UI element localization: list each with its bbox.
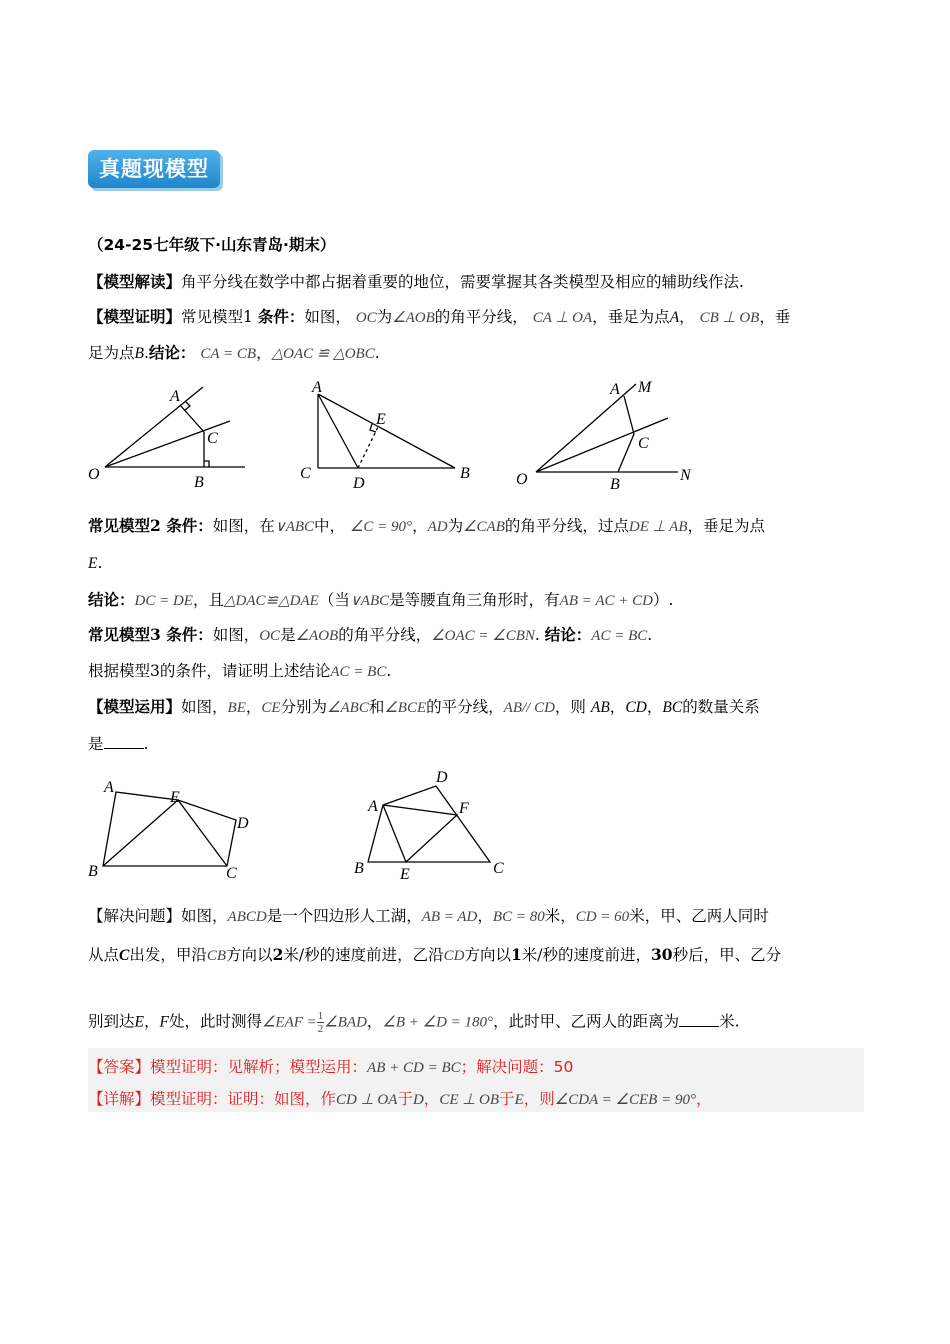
var: E xyxy=(134,1013,144,1031)
text: ， xyxy=(143,1012,160,1031)
problem-line3 xyxy=(88,1010,868,1035)
math: ∠C = 90° xyxy=(349,519,413,535)
text: 常见模型1 xyxy=(181,308,258,326)
problem-tag: 【解决问题】 xyxy=(88,907,182,925)
text: 处，此时测得 xyxy=(168,1012,262,1031)
math: BE xyxy=(227,700,246,716)
math: AB// CD xyxy=(503,700,555,716)
label-d: D xyxy=(436,769,448,786)
problem-line1 xyxy=(88,905,868,928)
distance-blank[interactable] xyxy=(679,1012,719,1027)
answer-tag: 【答案】 xyxy=(88,1058,151,1076)
text: 是一个四边形人工湖， xyxy=(266,907,422,925)
text: 足为点 xyxy=(88,344,135,362)
text: . xyxy=(143,735,149,753)
text: ， xyxy=(646,698,663,716)
quad-abcd xyxy=(368,786,490,862)
text: 如图，在 xyxy=(212,517,275,535)
label-o: O xyxy=(516,471,528,488)
label-c: C xyxy=(300,465,311,482)
math: AB = AC + CD xyxy=(559,593,653,609)
label-a: A xyxy=(170,388,180,405)
text: ，垂足为点 xyxy=(592,308,670,326)
math: ∠AOB xyxy=(295,628,339,644)
math: ∠CAB xyxy=(463,519,505,535)
label-e: E xyxy=(376,411,386,428)
math: AD xyxy=(427,519,448,535)
math: AB = AD xyxy=(421,909,478,925)
math: AC = BC xyxy=(591,628,648,644)
text: 的数量关系 xyxy=(682,698,760,716)
label-e: E xyxy=(170,789,180,806)
text: ， xyxy=(477,907,493,925)
math: CE xyxy=(261,700,281,716)
source-line: （24-25七年级下·山东青岛·期末） xyxy=(88,236,336,254)
math: CA = CB xyxy=(200,346,257,362)
right-angle-b xyxy=(204,461,209,467)
text: 秒后，甲、乙分 xyxy=(672,946,782,964)
math: OC xyxy=(259,628,281,644)
text: ，且 xyxy=(192,591,224,609)
seg-ac xyxy=(180,405,204,432)
math: ∠OAC = ∠CBN xyxy=(431,628,535,644)
math: DC = DE xyxy=(134,593,193,609)
problem-line2 xyxy=(88,944,868,967)
math: ∠EAF = xyxy=(261,1014,317,1031)
text: . xyxy=(534,626,545,644)
text: 方向以 xyxy=(464,946,511,964)
text: 如图， xyxy=(304,308,351,326)
detail-line xyxy=(88,1088,868,1111)
math: ∨ABC xyxy=(349,593,390,609)
model-application-line1 xyxy=(88,696,868,719)
text: 条件： xyxy=(166,516,213,535)
text: 米. xyxy=(719,1012,740,1031)
math: ∠ABC xyxy=(327,700,369,716)
ray-om xyxy=(536,384,636,472)
label-a: A xyxy=(104,779,114,796)
text: 根据模型3的条件，请证明上述结论 xyxy=(88,662,331,680)
math: CD = 60 xyxy=(575,909,630,925)
seg-cb xyxy=(618,434,634,472)
label-e: E xyxy=(400,866,410,883)
math: ∠BCE xyxy=(384,700,427,716)
label-c: C xyxy=(638,435,649,452)
label-a: A xyxy=(368,798,378,815)
text: ，则 xyxy=(523,1090,555,1108)
text: ）. xyxy=(652,591,674,609)
math: △DAC≌△DAE xyxy=(224,593,319,609)
text: ， xyxy=(423,1090,440,1108)
text: ， xyxy=(245,698,262,716)
label-c: C xyxy=(493,860,504,877)
text: ，垂 xyxy=(759,308,791,326)
text: ， xyxy=(679,308,695,326)
text: 如图， xyxy=(181,907,228,925)
label-b: B xyxy=(354,860,364,877)
var: D xyxy=(412,1092,424,1108)
math: BC = 80 xyxy=(492,909,545,925)
model3-condition xyxy=(88,624,868,647)
text: 米， xyxy=(544,907,576,925)
number: 30 xyxy=(650,945,673,964)
text: 常见模型2 xyxy=(88,516,167,535)
label-o: O xyxy=(88,466,100,483)
text: ，此时甲、乙两人的距离为 xyxy=(493,1012,680,1031)
label-b: B xyxy=(194,474,204,491)
number: 50 xyxy=(553,1058,574,1076)
var: AB xyxy=(590,699,610,716)
text: 的角平分线， xyxy=(338,626,432,644)
label-b: B xyxy=(610,476,620,493)
text: ， xyxy=(695,1090,712,1108)
text: 结论： xyxy=(88,590,135,609)
text: 是等腰直角三角形时，有 xyxy=(389,591,560,609)
seg-ac xyxy=(624,396,634,434)
text: . xyxy=(386,662,392,680)
text: ；解决问题： xyxy=(460,1058,554,1076)
text: 条件： xyxy=(257,307,305,326)
text: ，则 xyxy=(554,698,586,716)
figure-application xyxy=(82,772,262,887)
math: ∠AOB xyxy=(392,310,435,326)
text: 结论： xyxy=(544,625,592,644)
detail-tag: 【详解】 xyxy=(88,1090,151,1108)
intro-tag: 【模型解读】 xyxy=(88,272,182,291)
math: ∠B + ∠D = 180° xyxy=(382,1014,494,1031)
text: 于 xyxy=(397,1090,413,1108)
text: 的平分线， xyxy=(426,698,504,716)
text: ，垂足为点 xyxy=(687,517,766,535)
application-tag: 【模型运用】 xyxy=(88,697,182,716)
math: CB xyxy=(206,948,227,964)
text: 是 xyxy=(280,626,296,644)
math: ∠BAD xyxy=(324,1014,367,1031)
label-c: C xyxy=(207,430,218,447)
math: OC xyxy=(355,310,377,326)
fraction-numerator: 1 xyxy=(317,1010,324,1022)
figure-model2 xyxy=(290,378,490,498)
text: 是 xyxy=(88,735,104,753)
fraction-denominator: 2 xyxy=(317,1023,324,1035)
math: AC = BC xyxy=(330,664,387,680)
model2-condition-line2 xyxy=(88,552,868,575)
text: 如图， xyxy=(212,626,260,644)
var: B xyxy=(134,345,144,362)
text: . xyxy=(97,554,103,572)
text: 米，甲、乙两人同时 xyxy=(629,907,769,925)
text: 模型证明：见解析；模型运用： xyxy=(150,1058,368,1076)
text: . xyxy=(647,626,653,644)
var: BC xyxy=(662,699,683,716)
text: . xyxy=(143,344,149,362)
text: 出发，甲沿 xyxy=(129,946,207,964)
model2-conclusion xyxy=(88,589,868,612)
text: 方向以 xyxy=(226,946,273,964)
var: F xyxy=(159,1013,169,1031)
var: E xyxy=(88,555,98,572)
math: △OAC ≌ △OBC xyxy=(271,346,375,362)
math: CE ⊥ OB xyxy=(439,1092,500,1108)
text: 结论： xyxy=(148,343,196,362)
model2-condition-line1 xyxy=(88,515,868,538)
model-proof-line2 xyxy=(88,342,868,365)
label-b: B xyxy=(460,465,470,482)
text: ， xyxy=(609,698,626,716)
number: 1 xyxy=(510,945,522,964)
label-f: F xyxy=(459,800,469,817)
ray-oa xyxy=(105,387,203,467)
label-m: M xyxy=(638,379,652,396)
text: 条件： xyxy=(166,625,213,644)
math: ∠CDA = ∠CEB = 90° xyxy=(554,1092,696,1108)
prove-instruction xyxy=(88,660,868,683)
text: ， xyxy=(256,344,272,362)
label-c: C xyxy=(226,865,237,882)
label-n: N xyxy=(680,467,691,484)
figure-problem xyxy=(350,765,520,885)
seg-de xyxy=(358,427,378,468)
text: 常见模型3 xyxy=(88,625,167,644)
math: CA ⊥ OA xyxy=(532,310,593,326)
proof-tag: 【模型证明】 xyxy=(88,307,182,326)
math: AB + CD = BC xyxy=(367,1060,461,1076)
figure-model3 xyxy=(508,370,708,495)
section-badge: 真题现模型 xyxy=(88,150,220,188)
text: 和 xyxy=(368,698,385,716)
text: 的角平分线，过点 xyxy=(504,517,629,535)
math: CB ⊥ OB xyxy=(699,310,760,326)
triangle-aef xyxy=(383,805,457,862)
var: C xyxy=(119,947,130,964)
answer-line xyxy=(88,1056,868,1079)
text: 如图， xyxy=(181,698,228,716)
var: E xyxy=(514,1092,524,1108)
text: ， xyxy=(412,517,428,535)
label-d: D xyxy=(237,815,249,832)
math: CD xyxy=(443,948,465,964)
text: ， xyxy=(366,1012,383,1031)
model-proof-line1 xyxy=(88,306,868,329)
text: 为 xyxy=(376,308,393,326)
text: （当 xyxy=(318,591,350,609)
label-d: D xyxy=(353,475,365,492)
seg-ec xyxy=(178,800,227,866)
text: 米/秒的速度前进， xyxy=(521,946,651,964)
answer-blank[interactable] xyxy=(104,734,144,749)
text: 模型证明：证明：如图，作 xyxy=(150,1090,337,1108)
math: ∨ABC xyxy=(274,519,315,535)
text: 中， xyxy=(314,517,346,535)
text: 米/秒的速度前进，乙沿 xyxy=(283,946,444,964)
label-a: A xyxy=(312,379,322,396)
intro-text: 角平分线在数学中都占据着重要的地位，需要掌握其各类模型及相应的辅助线作法. xyxy=(181,273,744,291)
text: . xyxy=(374,344,380,362)
text: 为 xyxy=(447,517,464,535)
var: CD xyxy=(625,699,647,716)
var: A xyxy=(669,309,680,326)
math: DE ⊥ AB xyxy=(628,519,688,535)
text: 别到达 xyxy=(88,1012,135,1031)
label-b: B xyxy=(88,863,98,880)
text: 于 xyxy=(499,1090,515,1108)
model-application-line2 xyxy=(88,733,868,755)
seg-be xyxy=(103,800,178,866)
text: 分别为 xyxy=(280,698,328,716)
right-angle-a xyxy=(185,401,190,410)
figure-model1 xyxy=(80,375,260,495)
math: CD ⊥ OA xyxy=(336,1092,398,1108)
label-a: A xyxy=(610,381,620,398)
number: 2 xyxy=(272,945,284,964)
text: 从点 xyxy=(88,946,120,964)
model-intro xyxy=(88,271,868,293)
text: 的角平分线， xyxy=(434,308,528,326)
math: ABCD xyxy=(227,909,267,925)
